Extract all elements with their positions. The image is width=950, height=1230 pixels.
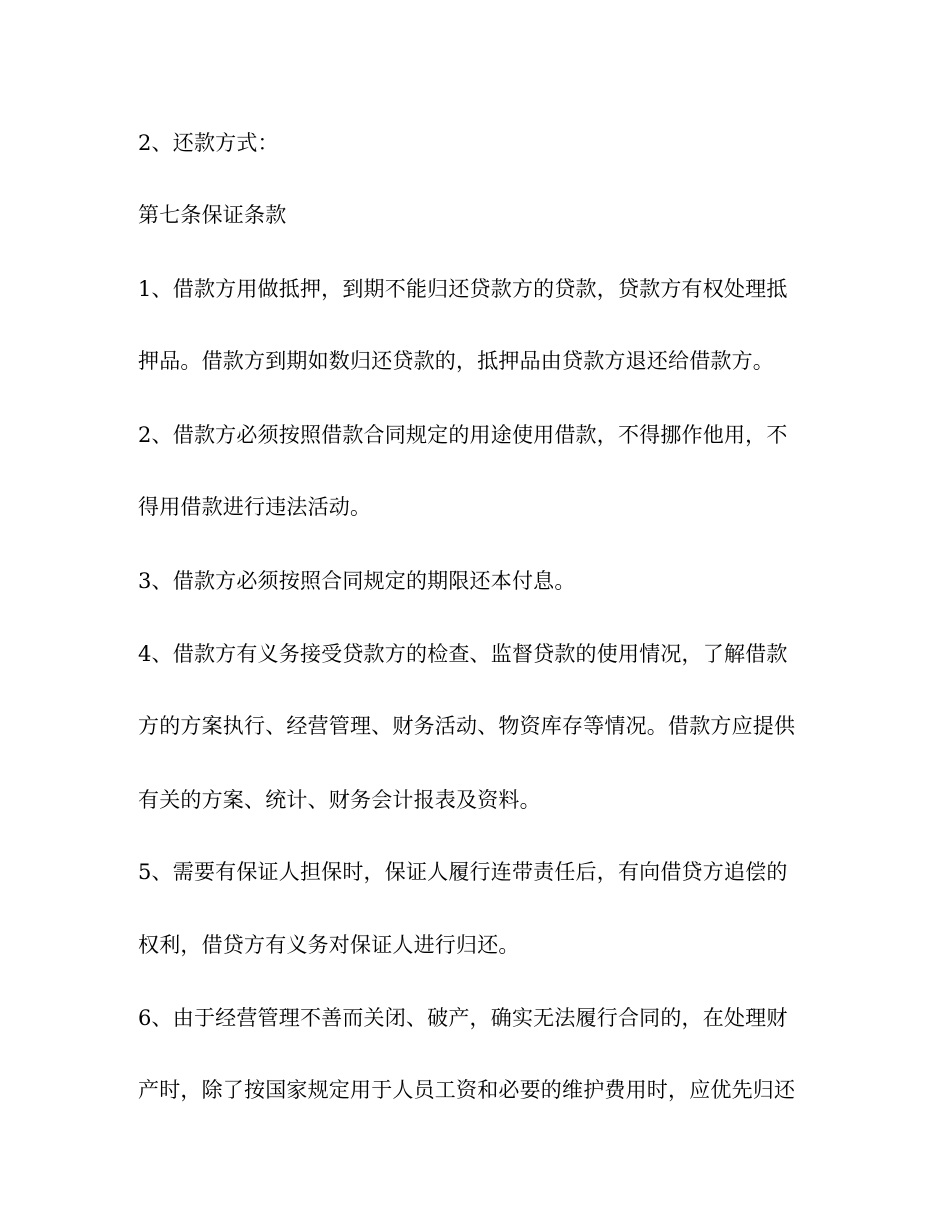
clause-5-line-2: 权利，借贷方有义务对保证人进行归还。	[138, 933, 520, 957]
clause-4-line-1: 4、借款方有义务接受贷款方的检查、监督贷款的使用情况，了解借款	[138, 642, 788, 666]
article-seven-heading: 第七条保证条款	[138, 203, 287, 227]
clause-1-line-2: 押品。借款方到期如数归还贷款的，抵押品由贷款方退还给借款方。	[138, 349, 774, 373]
clause-4-line-2: 方的方案执行、经营管理、财务活动、物资库存等情况。借款方应提供	[138, 714, 796, 738]
clause-2-line-1: 2、借款方必须按照借款合同规定的用途使用借款，不得挪作他用，不	[138, 423, 788, 447]
clause-1-line-1: 1、借款方用做抵押，到期不能归还贷款方的贷款，贷款方有权处理抵	[138, 277, 788, 301]
clause-2-line-2: 得用借款进行违法活动。	[138, 495, 372, 519]
clause-4-line-3: 有关的方案、统计、财务会计报表及资料。	[138, 788, 541, 812]
clause-6-line-2: 产时，除了按国家规定用于人员工资和必要的维护费用时，应优先归还	[138, 1078, 796, 1102]
clause-5-line-1: 5、需要有保证人担保时，保证人履行连带责任后，有向借贷方追偿的	[138, 860, 788, 884]
clause-3-line-1: 3、借款方必须按照合同规定的期限还本付息。	[138, 569, 576, 593]
repayment-method-line: 2、还款方式：	[138, 131, 279, 155]
clause-6-line-1: 6、由于经营管理不善而关闭、破产，确实无法履行合同的，在处理财	[138, 1006, 788, 1030]
